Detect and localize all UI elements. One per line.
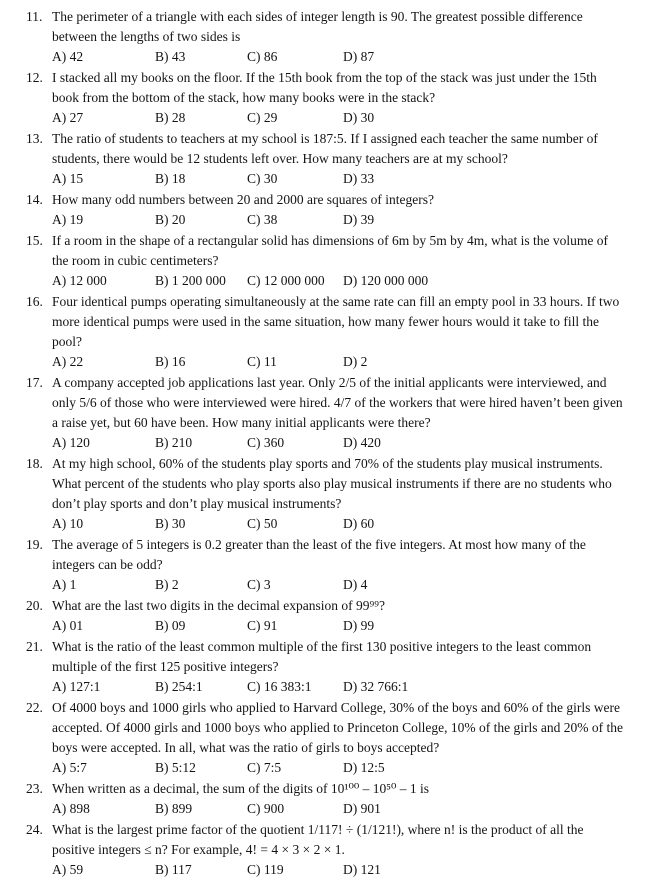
option-a-q13: A) 15: [52, 171, 84, 186]
option-c-q18: C) 50: [247, 516, 278, 531]
option-a-q12: A) 27: [52, 110, 84, 125]
answer-options: [52, 47, 624, 67]
answer-options: [52, 352, 624, 372]
option-d-q15: D) 120 000 000: [343, 273, 429, 288]
option-a-q11: A) 42: [52, 49, 84, 64]
option-c-q14: C) 38: [247, 212, 278, 227]
question-number: 11.: [26, 9, 43, 24]
option-d-q18: D) 60: [343, 516, 375, 531]
option-a-q19: A) 1: [52, 577, 77, 592]
answer-options: [52, 169, 624, 189]
option-b-q22: B) 5:12: [155, 760, 196, 775]
question-number: 22.: [26, 700, 43, 715]
option-a-q15: A) 12 000: [52, 273, 107, 288]
question-text: The perimeter of a triangle with each sides of integer length is 90. The greatest possible difference between the lengths of two sides is: [52, 9, 583, 44]
option-d-q14: D) 39: [343, 212, 375, 227]
option-b-q18: B) 30: [155, 516, 186, 531]
option-d-q16: D) 2: [343, 354, 368, 369]
option-b-q24: B) 117: [155, 862, 192, 877]
option-c-q11: C) 86: [247, 49, 278, 64]
question-23: [26, 779, 624, 819]
question-number: 19.: [26, 537, 43, 552]
option-d-q11: D) 87: [343, 49, 375, 64]
question-12: [26, 68, 624, 128]
option-d-q23: D) 901: [343, 801, 381, 816]
question-24: [26, 820, 624, 880]
question-number: 14.: [26, 192, 43, 207]
option-c-q20: C) 91: [247, 618, 278, 633]
option-c-q24: C) 119: [247, 862, 284, 877]
option-a-q17: A) 120: [52, 435, 90, 450]
option-c-q13: C) 30: [247, 171, 278, 186]
answer-options: [52, 210, 624, 230]
answer-options: [52, 514, 624, 534]
option-c-q22: C) 7:5: [247, 760, 282, 775]
question-text: A company accepted job applications last year. Only 2/5 of the initial applicants were interviewed, and only 5/6 of those who were interviewed were hired. 4/7 of the workers that were hired haven’t been given a raise yet, but 60 have been. How many initial applicants were there?: [52, 375, 623, 430]
option-d-q24: D) 121: [343, 862, 381, 877]
option-c-q15: C) 12 000 000: [247, 273, 325, 288]
answer-options: [52, 433, 624, 453]
option-a-q14: A) 19: [52, 212, 84, 227]
question-13: [26, 129, 624, 189]
question-text: If a room in the shape of a rectangular solid has dimensions of 6m by 5m by 4m, what is the volume of the room in cubic centimeters?: [52, 233, 609, 268]
answer-options: [52, 271, 624, 291]
option-b-q16: B) 16: [155, 354, 186, 369]
option-d-q17: D) 420: [343, 435, 381, 450]
question-22: [26, 698, 624, 778]
question-number: 21.: [26, 639, 43, 654]
option-c-q23: C) 900: [247, 801, 285, 816]
option-b-q12: B) 28: [155, 110, 186, 125]
option-b-q14: B) 20: [155, 212, 186, 227]
answer-options: [52, 758, 624, 778]
answer-options: [52, 575, 624, 595]
answer-options: [52, 108, 624, 128]
question-text: At my high school, 60% of the students play sports and 70% of the students play musical instruments. What percent of the students who play sports also play musical instruments if there are no students who don’t play sports and don’t play musical instruments?: [52, 456, 612, 511]
option-c-q17: C) 360: [247, 435, 285, 450]
question-text: The ratio of students to teachers at my school is 187:5. If I assigned each teacher the same number of students, there would be 12 students left over. How many teachers are at my school?: [52, 131, 598, 166]
question-text: How many odd numbers between 20 and 2000 are squares of integers?: [52, 192, 435, 207]
option-a-q23: A) 898: [52, 801, 90, 816]
question-number: 13.: [26, 131, 43, 146]
question-number: 18.: [26, 456, 43, 471]
option-b-q19: B) 2: [155, 577, 179, 592]
question-number: 16.: [26, 294, 43, 309]
question-18: [26, 454, 624, 534]
question-text: What is the ratio of the least common multiple of the first 130 positive integers to the least common multiple of the first 125 positive integers?: [52, 639, 592, 674]
option-d-q13: D) 33: [343, 171, 375, 186]
option-b-q11: B) 43: [155, 49, 186, 64]
question-number: 17.: [26, 375, 43, 390]
answer-options: [52, 616, 624, 636]
question-15: [26, 231, 624, 291]
question-17: [26, 373, 624, 453]
option-a-q20: A) 01: [52, 618, 84, 633]
option-a-q24: A) 59: [52, 862, 84, 877]
option-a-q21: A) 127:1: [52, 679, 101, 694]
question-number: 23.: [26, 781, 43, 796]
answer-options: [52, 860, 624, 880]
question-text: What are the last two digits in the decimal expansion of 99⁹⁹?: [52, 598, 385, 613]
option-b-q15: B) 1 200 000: [155, 273, 226, 288]
option-c-q12: C) 29: [247, 110, 278, 125]
question-11: [26, 7, 624, 67]
question-text: Of 4000 boys and 1000 girls who applied to Harvard College, 30% of the boys and 60% of the girls were accepted. Of 4000 girls and 1000 boys who applied to Princeton College, 10% of the girls and 20% of the boys were accepted. In all, what was the ratio of girls to boys accepted?: [52, 700, 624, 755]
question-text: I stacked all my books on the floor. If the 15th book from the top of the stack was just under the 15th book from the bottom of the stack, how many books were in the stack?: [52, 70, 597, 105]
question-text: When written as a decimal, the sum of the digits of 10¹⁰⁰ – 10⁵⁰ – 1 is: [52, 781, 430, 796]
question-text: Four identical pumps operating simultaneously at the same rate can fill an empty pool in 33 hours. If two more identical pumps were used in the same situation, how many fewer hours would it take to fill the pool?: [52, 294, 620, 349]
option-d-q22: D) 12:5: [343, 760, 385, 775]
option-b-q23: B) 899: [155, 801, 193, 816]
option-a-q18: A) 10: [52, 516, 84, 531]
question-number: 24.: [26, 822, 43, 837]
option-b-q17: B) 210: [155, 435, 193, 450]
option-b-q13: B) 18: [155, 171, 186, 186]
question-number: 20.: [26, 598, 43, 613]
option-c-q19: C) 3: [247, 577, 271, 592]
option-c-q16: C) 11: [247, 354, 277, 369]
question-number: 15.: [26, 233, 43, 248]
question-14: [26, 190, 624, 230]
question-20: [26, 596, 624, 636]
option-a-q16: A) 22: [52, 354, 84, 369]
question-text: The average of 5 integers is 0.2 greater than the least of the five integers. At most how many of the integers can be odd?: [52, 537, 586, 572]
question-21: [26, 637, 624, 697]
option-d-q21: D) 32 766:1: [343, 679, 409, 694]
option-c-q21: C) 16 383:1: [247, 679, 312, 694]
option-b-q21: B) 254:1: [155, 679, 203, 694]
answer-options: [52, 799, 624, 819]
option-b-q20: B) 09: [155, 618, 186, 633]
option-d-q12: D) 30: [343, 110, 375, 125]
question-19: [26, 535, 624, 595]
question-16: [26, 292, 624, 372]
option-d-q20: D) 99: [343, 618, 375, 633]
question-text: What is the largest prime factor of the quotient 1/117! ÷ (1/121!), where n! is the product of all the positive integers ≤ n? For example, 4! = 4 × 3 × 2 × 1.: [52, 822, 584, 857]
question-number: 12.: [26, 70, 43, 85]
option-d-q19: D) 4: [343, 577, 368, 592]
option-a-q22: A) 5:7: [52, 760, 87, 775]
answer-options: [52, 677, 624, 697]
